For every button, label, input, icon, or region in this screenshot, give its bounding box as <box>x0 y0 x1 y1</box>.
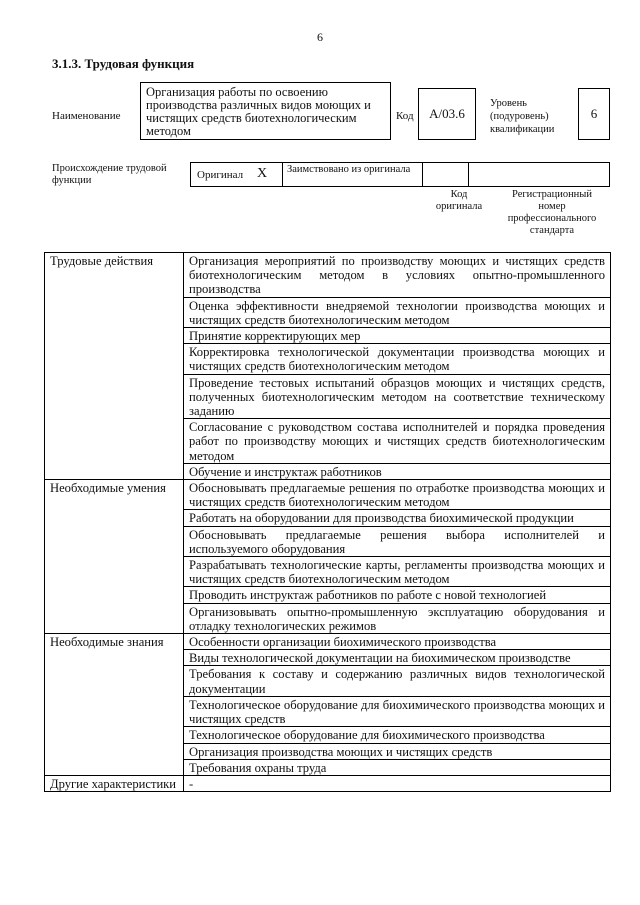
reg-number-label: Регистрационный номер профессионального стандарта <box>507 189 597 236</box>
origin-reg-cell <box>469 163 609 186</box>
section-item: Проводить инструктаж работников по работе с новой технологией <box>184 587 611 603</box>
table-row <box>45 634 611 650</box>
origin-code-cell <box>423 163 469 186</box>
section-item: Обосновывать предлагаемые решения выбора исполнителей и используемого оборудования <box>184 526 611 556</box>
section-item: Согласование с руководством состава исполнителей и порядка проведения работ по производству моющих и чистящих средств биотехнологическим методом <box>184 419 611 464</box>
section-category: Необходимые знания <box>45 634 184 776</box>
table-row <box>45 253 611 298</box>
function-name-box <box>140 82 391 140</box>
section-item: Обучение и инструктаж работников <box>184 463 611 479</box>
code-value: А/03.6 <box>429 106 465 121</box>
section-item: Оценка эффективности внедряемой технологии производства моющих и чистящих средств биотехнологическим методом <box>184 297 611 327</box>
section-item: Организация мероприятий по производству моющих и чистящих средств биотехнологическим методом в условиях опытно-промышленного производства <box>184 253 611 298</box>
section-item: Требования охраны труда <box>184 759 611 775</box>
code-box <box>418 88 476 140</box>
table-row <box>45 775 611 791</box>
section-item: Требования к составу и содержанию различных видов технологической документации <box>184 666 611 696</box>
section-item: Работать на оборудовании для производства биохимической продукции <box>184 510 611 526</box>
level-box <box>578 88 610 140</box>
section-item: Корректировка технологической документации производства моющих и чистящих средств биотехнологическим методом <box>184 344 611 374</box>
section-category: Необходимые умения <box>45 480 184 634</box>
section-item: Виды технологической документации на биохимическом производстве <box>184 650 611 666</box>
name-label: Наименование <box>52 110 121 122</box>
origin-row <box>190 162 610 187</box>
section-item: Принятие корректирующих мер <box>184 328 611 344</box>
original-label: Оригинал <box>197 169 244 181</box>
section-item: Особенности организации биохимического производства <box>184 634 611 650</box>
borrowed-label: Заимствовано из оригинала <box>287 164 411 175</box>
section-category: Трудовые действия <box>45 253 184 480</box>
section-title: 3.1.3. Трудовая функция <box>52 56 195 71</box>
section-category: Другие характеристики <box>45 775 184 791</box>
code-original-label: Код оригинала <box>435 189 483 212</box>
origin-original-cell <box>191 163 283 186</box>
code-label: Код <box>396 110 414 122</box>
origin-borrowed-cell <box>283 163 423 186</box>
origin-label: Происхождение трудовой функции <box>52 163 167 186</box>
section-item: Технологическое оборудование для биохимического производства моющих и чистящих средств <box>184 696 611 726</box>
section-item: Разрабатывать технологические карты, регламенты производства моющих и чистящих средств биотехнологическим методом <box>184 557 611 587</box>
section-item: Проведение тестовых испытаний образцов моющих и чистящих средств, полученных биотехнологическим методом на соответствие техническому заданию <box>184 374 611 419</box>
section-item: - <box>184 775 611 791</box>
section-item: Организация производства моющих и чистящих средств <box>184 743 611 759</box>
section-item: Технологическое оборудование для биохимического производства <box>184 727 611 743</box>
function-details-table <box>44 252 611 792</box>
section-item: Обосновывать предлагаемые решения по отработке производства моющих и чистящих средств биотехнологическим методом <box>184 480 611 510</box>
function-name-value: Организация работы по освоению производства различных видов моющих и чистящих средств биотехнологическим методом <box>146 85 371 138</box>
table-row <box>45 480 611 510</box>
section-item: Организовывать опытно-промышленную эксплуатацию оборудования и отладку технологических режимов <box>184 603 611 633</box>
original-mark: X <box>257 166 268 181</box>
level-label: Уровень (подуровень) квалификации <box>490 98 555 135</box>
level-value: 6 <box>590 106 598 121</box>
page-number: 6 <box>317 30 323 44</box>
